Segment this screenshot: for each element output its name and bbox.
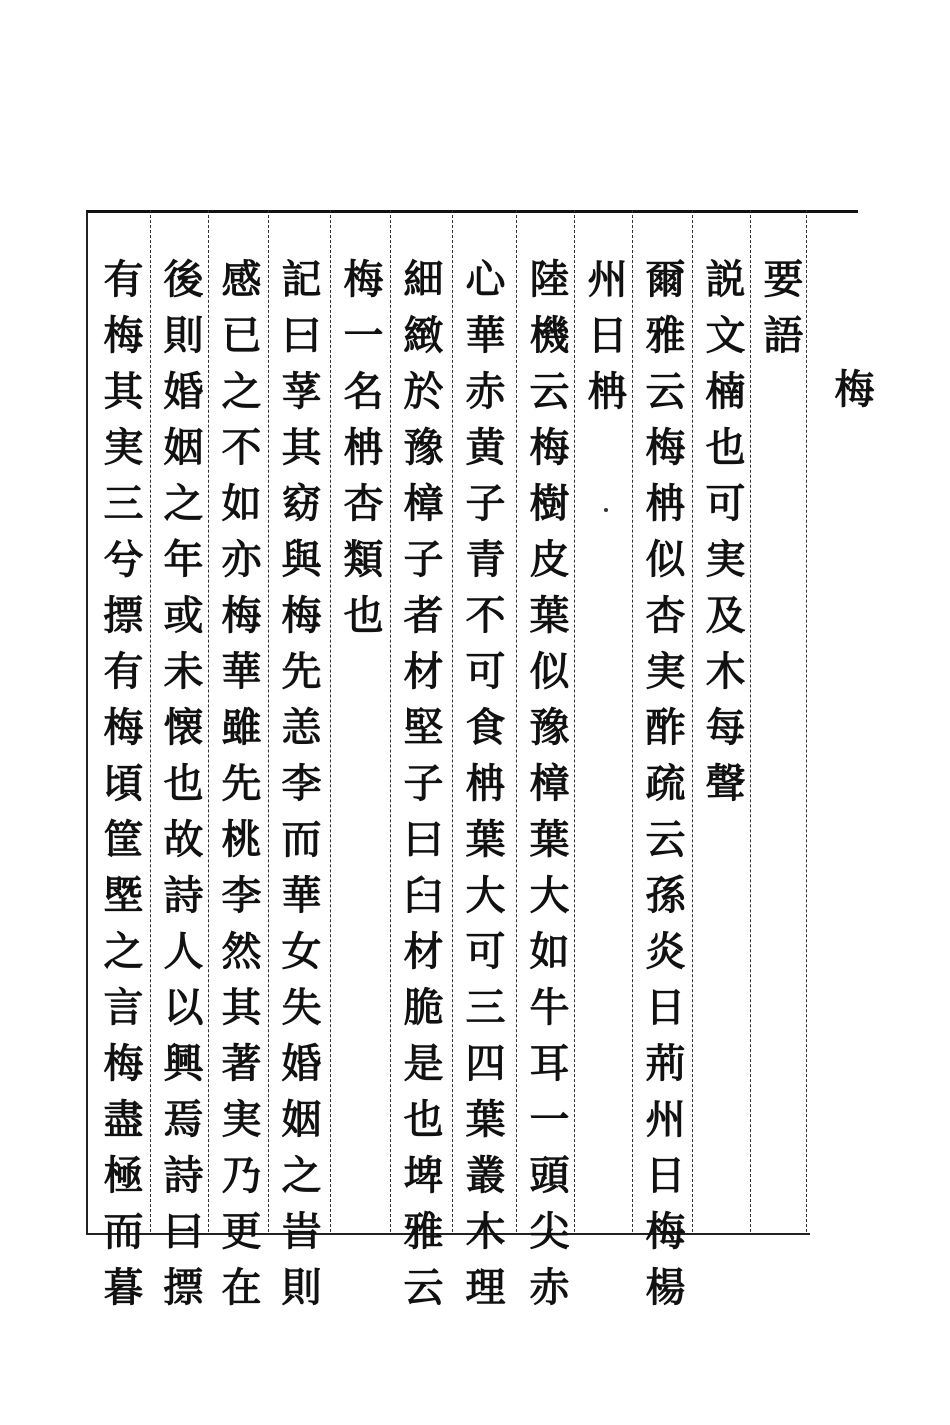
column-divider — [150, 210, 151, 1232]
column-divider — [692, 210, 693, 1232]
column-divider — [390, 210, 391, 1232]
text-column: 細緻於豫樟子者材堅子曰臼材脆是也埤雅云 — [397, 258, 444, 1322]
text-column: 有梅其実三兮摽有梅頃筐塈之言梅盡極而暮 — [97, 258, 144, 1322]
frame-top-rule — [808, 210, 858, 213]
text-column: 感已之不如亦梅華雖先桃李然其著実乃更在 — [215, 258, 262, 1322]
text-column: 陸機云梅樹皮葉似豫樟葉大如牛耳一頭尖赤 — [523, 258, 570, 1322]
column-divider — [750, 210, 751, 1232]
column-divider — [330, 210, 331, 1232]
column-divider — [208, 210, 209, 1232]
ink-dot — [604, 508, 608, 512]
text-column: 記曰莩其窈與梅先恙李而華女失婚姻之旹則 — [275, 258, 322, 1322]
column-divider — [632, 210, 633, 1232]
text-column: 梅一名柟杏類也 — [337, 258, 384, 650]
text-column: 爾雅云梅柟似杏実酢疏云孫炎日荊州日梅楊 — [639, 258, 686, 1322]
section-title: 梅 — [828, 368, 875, 408]
text-column: 州日柟 — [581, 258, 628, 426]
column-divider — [452, 210, 453, 1232]
text-column: 後則婚姻之年或未懐也故詩人以興焉詩曰摽 — [157, 258, 204, 1322]
column-divider — [574, 210, 575, 1232]
text-column: 心華赤黄子青不可食柟葉大可三四葉叢木理 — [459, 258, 506, 1322]
text-column: 要語 — [757, 258, 804, 370]
column-divider — [516, 210, 517, 1232]
text-column: 説文楠也可実及木每聲 — [699, 258, 746, 818]
column-divider — [268, 210, 269, 1232]
